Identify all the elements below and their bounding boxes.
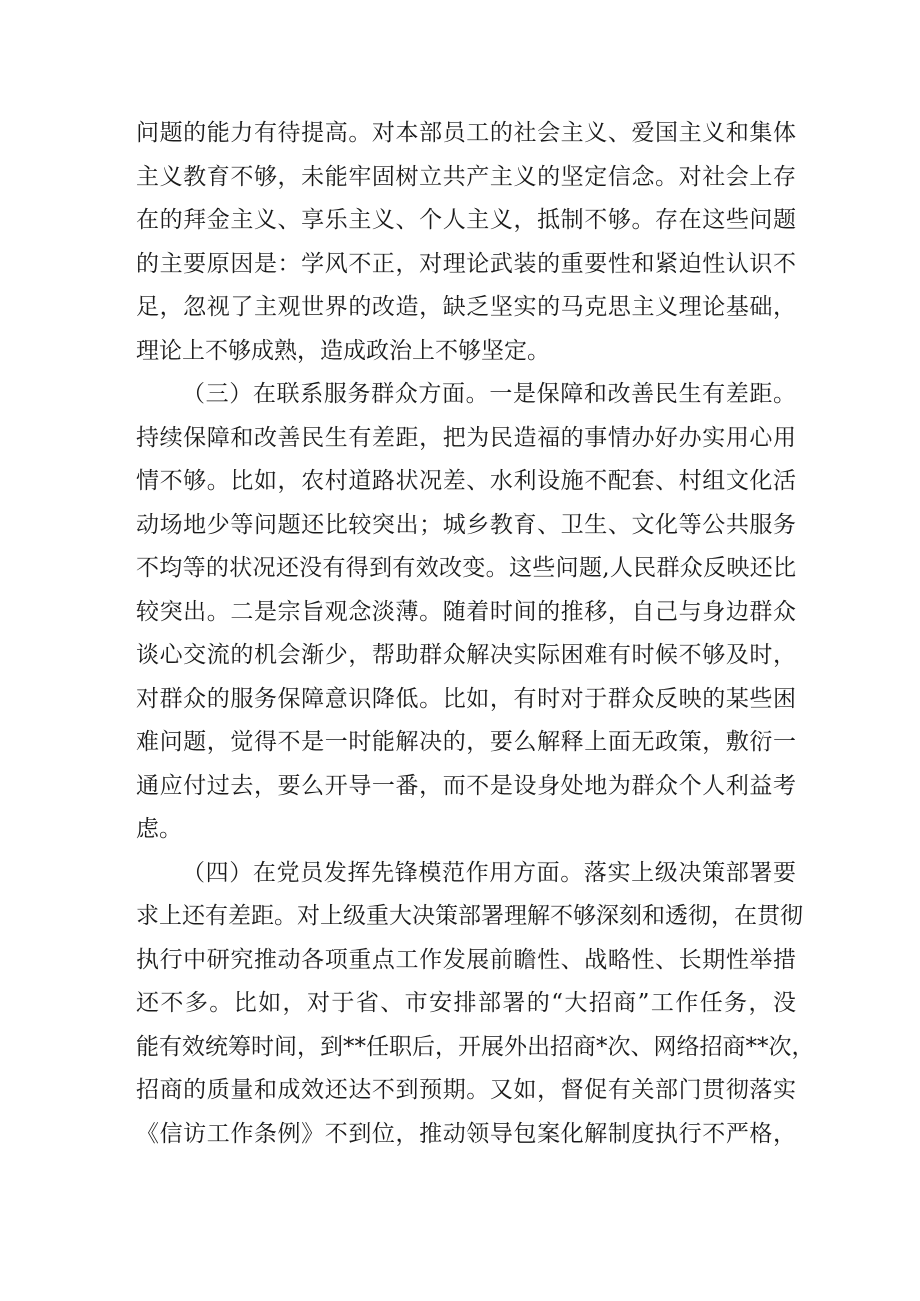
text-line: 执行中研究推动各项重点工作发展前瞻性、战略性、长期性举措 <box>136 946 796 973</box>
text-line: 谈心交流的机会渐少，帮助群众解决实际困难有时候不够及时， <box>136 642 796 668</box>
text-line: （三）在联系服务群众方面。一是保障和改善民生有差距。 <box>182 381 796 407</box>
text-line: 的主要原因是：学风不正，对理论武装的重要性和紧迫性认识不 <box>136 250 796 277</box>
paragraph-1 <box>136 112 796 373</box>
paragraph-2 <box>136 373 796 852</box>
text-line: 足，忽视了主观世界的改造，缺乏坚实的马克思主义理论基础， <box>136 294 796 320</box>
text-line: 求上还有差距。对上级重大决策部署理解不够深刻和透彻，在贯彻 <box>136 903 803 929</box>
text-line: 问题的能力有待提高。对本部员工的社会主义、爱国主义和集体 <box>136 120 796 146</box>
text-line: 情不够。比如，农村道路状况差、水利设施不配套、村组文化活 <box>136 468 796 494</box>
text-line: （四）在党员发挥先锋模范作用方面。落实上级决策部署要 <box>182 859 796 886</box>
text-line: 虑。 <box>136 816 182 842</box>
text-line: 主义教育不够，未能牢固树立共产主义的坚定信念。对社会上存 <box>136 163 796 190</box>
text-line: 在的拜金主义、享乐主义、个人主义，抵制不够。存在这些问题 <box>136 207 796 233</box>
document-body <box>136 112 815 1156</box>
paragraph-3 <box>136 852 815 1157</box>
text-line: 不均等的状况还没有得到有效改变。这些问题,人民群众反映还比 <box>136 555 796 581</box>
text-line: 能有效统筹时间，到**任职后，开展外出招商*次、网络招商**次， <box>136 1033 815 1060</box>
text-line: 还不多。比如，对于省、市安排部署的“大招商”工作任务，没 <box>136 990 796 1016</box>
text-line: 《信访工作条例》不到位，推动领导包案化解制度执行不严格， <box>136 1120 796 1147</box>
text-line: 理论上不够成熟，造成政治上不够坚定。 <box>136 337 550 364</box>
text-line: 动场地少等问题还比较突出；城乡教育、卫生、文化等公共服务 <box>136 511 796 538</box>
text-line: 较突出。二是宗旨观念淡薄。随着时间的推移，自己与身边群众 <box>136 598 796 625</box>
text-line: 难问题，觉得不是一时能解决的，要么解释上面无政策，敷衍一 <box>136 729 796 755</box>
text-line: 持续保障和改善民生有差距，把为民造福的事情办好办实用心用 <box>136 424 796 451</box>
text-line: 对群众的服务保障意识降低。比如，有时对于群众反映的某些困 <box>136 685 796 712</box>
text-line: 招商的质量和成效还达不到预期。又如，督促有关部门贯彻落实 <box>136 1077 796 1103</box>
text-line: 通应付过去，要么开导一番，而不是设身处地为群众个人利益考 <box>136 772 796 799</box>
